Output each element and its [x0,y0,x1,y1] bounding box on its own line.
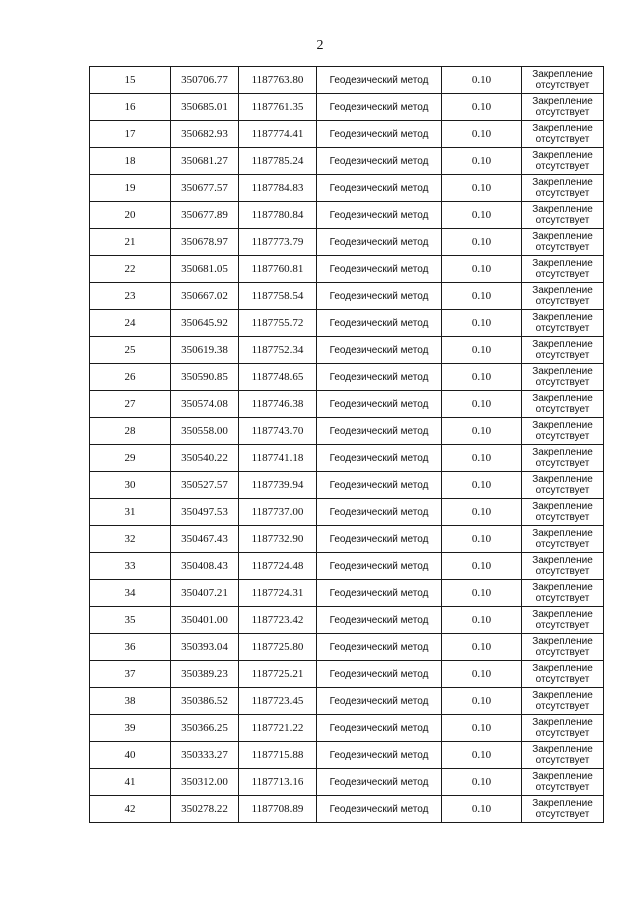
point-number-cell: 29 [90,445,171,472]
mark-line-2: отсутствует [535,593,590,604]
mark-line-1: Закрепление [532,96,593,107]
mark-line-2: отсутствует [535,620,590,631]
mark-line-1: Закрепление [532,555,593,566]
mark-description-cell [522,283,604,310]
method-cell: Геодезический метод [317,526,442,553]
point-number-cell: 28 [90,418,171,445]
mark-description-cell [522,94,604,121]
precision-cell: 0.10 [442,391,522,418]
table-row [90,148,604,175]
mark-line-2: отсутствует [535,215,590,226]
mark-line-2: отсутствует [535,782,590,793]
y-coordinate-cell: 1187715.88 [239,742,317,769]
mark-line-1: Закрепление [532,123,593,134]
mark-line-1: Закрепление [532,231,593,242]
table-row [90,769,604,796]
mark-line-2: отсутствует [535,80,590,91]
y-coordinate-cell: 1187780.84 [239,202,317,229]
point-number-cell: 21 [90,229,171,256]
precision-cell: 0.10 [442,742,522,769]
point-number-cell: 23 [90,283,171,310]
method-cell: Геодезический метод [317,688,442,715]
mark-line-1: Закрепление [532,609,593,620]
mark-line-1: Закрепление [532,258,593,269]
method-cell: Геодезический метод [317,472,442,499]
method-cell: Геодезический метод [317,364,442,391]
table-row [90,742,604,769]
mark-description-cell [522,229,604,256]
method-cell: Геодезический метод [317,715,442,742]
point-number-cell: 26 [90,364,171,391]
x-coordinate-cell: 350574.08 [171,391,239,418]
mark-line-2: отсутствует [535,161,590,172]
method-cell: Геодезический метод [317,607,442,634]
mark-line-1: Закрепление [532,717,593,728]
precision-cell: 0.10 [442,661,522,688]
mark-description-cell [522,472,604,499]
method-cell: Геодезический метод [317,121,442,148]
y-coordinate-cell: 1187763.80 [239,67,317,94]
y-coordinate-cell: 1187737.00 [239,499,317,526]
point-number-cell: 31 [90,499,171,526]
mark-line-1: Закрепление [532,501,593,512]
point-number-cell: 15 [90,67,171,94]
table-row [90,499,604,526]
table-row [90,796,604,823]
precision-cell: 0.10 [442,121,522,148]
mark-line-2: отсутствует [535,755,590,766]
x-coordinate-cell: 350645.92 [171,310,239,337]
mark-line-2: отсутствует [535,377,590,388]
mark-description-cell [522,499,604,526]
mark-description-cell [522,661,604,688]
mark-description-cell [522,337,604,364]
y-coordinate-cell: 1187723.42 [239,607,317,634]
x-coordinate-cell: 350401.00 [171,607,239,634]
method-cell: Геодезический метод [317,796,442,823]
mark-line-1: Закрепление [532,582,593,593]
mark-line-2: отсутствует [535,269,590,280]
x-coordinate-cell: 350386.52 [171,688,239,715]
mark-line-1: Закрепление [532,663,593,674]
table-row [90,256,604,283]
table-row [90,445,604,472]
mark-description-cell [522,121,604,148]
method-cell: Геодезический метод [317,337,442,364]
mark-line-1: Закрепление [532,744,593,755]
x-coordinate-cell: 350677.89 [171,202,239,229]
page-number: 2 [316,38,324,53]
mark-line-2: отсутствует [535,701,590,712]
mark-line-1: Закрепление [532,204,593,215]
x-coordinate-cell: 350558.00 [171,418,239,445]
point-number-cell: 30 [90,472,171,499]
y-coordinate-cell: 1187752.34 [239,337,317,364]
mark-description-cell [522,148,604,175]
mark-line-1: Закрепление [532,474,593,485]
y-coordinate-cell: 1187785.24 [239,148,317,175]
y-coordinate-cell: 1187773.79 [239,229,317,256]
mark-description-cell [522,688,604,715]
mark-description-cell [522,364,604,391]
mark-line-2: отсутствует [535,647,590,658]
table-row [90,202,604,229]
point-number-cell: 33 [90,553,171,580]
mark-description-cell [522,175,604,202]
precision-cell: 0.10 [442,715,522,742]
point-number-cell: 17 [90,121,171,148]
table-row [90,337,604,364]
mark-line-2: отсутствует [535,566,590,577]
precision-cell: 0.10 [442,202,522,229]
y-coordinate-cell: 1187708.89 [239,796,317,823]
y-coordinate-cell: 1187725.80 [239,634,317,661]
precision-cell: 0.10 [442,67,522,94]
y-coordinate-cell: 1187732.90 [239,526,317,553]
mark-line-2: отсутствует [535,431,590,442]
x-coordinate-cell: 350497.53 [171,499,239,526]
x-coordinate-cell: 350681.27 [171,148,239,175]
method-cell: Геодезический метод [317,391,442,418]
x-coordinate-cell: 350590.85 [171,364,239,391]
y-coordinate-cell: 1187739.94 [239,472,317,499]
mark-line-1: Закрепление [532,339,593,350]
method-cell: Геодезический метод [317,418,442,445]
method-cell: Геодезический метод [317,661,442,688]
mark-description-cell [522,607,604,634]
precision-cell: 0.10 [442,607,522,634]
precision-cell: 0.10 [442,229,522,256]
x-coordinate-cell: 350467.43 [171,526,239,553]
method-cell: Геодезический метод [317,283,442,310]
mark-line-1: Закрепление [532,798,593,809]
precision-cell: 0.10 [442,526,522,553]
point-number-cell: 38 [90,688,171,715]
mark-description-cell [522,715,604,742]
point-number-cell: 34 [90,580,171,607]
table-row [90,688,604,715]
point-number-cell: 39 [90,715,171,742]
precision-cell: 0.10 [442,94,522,121]
mark-line-1: Закрепление [532,690,593,701]
mark-line-2: отсутствует [535,350,590,361]
y-coordinate-cell: 1187755.72 [239,310,317,337]
mark-line-2: отсутствует [535,809,590,820]
precision-cell: 0.10 [442,499,522,526]
mark-line-2: отсутствует [535,539,590,550]
precision-cell: 0.10 [442,256,522,283]
mark-description-cell [522,526,604,553]
y-coordinate-cell: 1187741.18 [239,445,317,472]
y-coordinate-cell: 1187724.31 [239,580,317,607]
mark-line-1: Закрепление [532,420,593,431]
precision-cell: 0.10 [442,634,522,661]
table-row [90,67,604,94]
x-coordinate-cell: 350677.57 [171,175,239,202]
mark-description-cell [522,445,604,472]
boundary-points-table [89,66,604,823]
y-coordinate-cell: 1187761.35 [239,94,317,121]
x-coordinate-cell: 350408.43 [171,553,239,580]
x-coordinate-cell: 350678.97 [171,229,239,256]
method-cell: Геодезический метод [317,94,442,121]
table-row [90,283,604,310]
x-coordinate-cell: 350685.01 [171,94,239,121]
method-cell: Геодезический метод [317,769,442,796]
mark-line-2: отсутствует [535,458,590,469]
table-row [90,715,604,742]
method-cell: Геодезический метод [317,634,442,661]
point-number-cell: 22 [90,256,171,283]
y-coordinate-cell: 1187758.54 [239,283,317,310]
y-coordinate-cell: 1187748.65 [239,364,317,391]
point-number-cell: 24 [90,310,171,337]
table-row [90,472,604,499]
point-number-cell: 18 [90,148,171,175]
point-number-cell: 35 [90,607,171,634]
x-coordinate-cell: 350540.22 [171,445,239,472]
mark-description-cell [522,742,604,769]
x-coordinate-cell: 350393.04 [171,634,239,661]
mark-line-1: Закрепление [532,636,593,647]
point-number-cell: 42 [90,796,171,823]
point-number-cell: 16 [90,94,171,121]
mark-line-2: отсутствует [535,728,590,739]
table-row [90,310,604,337]
point-number-cell: 41 [90,769,171,796]
table-body [90,67,604,823]
x-coordinate-cell: 350681.05 [171,256,239,283]
table-row [90,418,604,445]
x-coordinate-cell: 350667.02 [171,283,239,310]
mark-line-2: отсутствует [535,485,590,496]
method-cell: Геодезический метод [317,499,442,526]
mark-description-cell [522,769,604,796]
x-coordinate-cell: 350619.38 [171,337,239,364]
x-coordinate-cell: 350333.27 [171,742,239,769]
point-number-cell: 36 [90,634,171,661]
x-coordinate-cell: 350278.22 [171,796,239,823]
precision-cell: 0.10 [442,283,522,310]
x-coordinate-cell: 350706.77 [171,67,239,94]
x-coordinate-cell: 350527.57 [171,472,239,499]
precision-cell: 0.10 [442,796,522,823]
x-coordinate-cell: 350407.21 [171,580,239,607]
point-number-cell: 19 [90,175,171,202]
mark-line-2: отсутствует [535,404,590,415]
table-row [90,175,604,202]
precision-cell: 0.10 [442,688,522,715]
mark-line-2: отсутствует [535,323,590,334]
precision-cell: 0.10 [442,148,522,175]
y-coordinate-cell: 1187725.21 [239,661,317,688]
precision-cell: 0.10 [442,337,522,364]
table-row [90,94,604,121]
precision-cell: 0.10 [442,769,522,796]
mark-line-1: Закрепление [532,69,593,80]
method-cell: Геодезический метод [317,67,442,94]
mark-line-2: отсутствует [535,242,590,253]
method-cell: Геодезический метод [317,742,442,769]
y-coordinate-cell: 1187784.83 [239,175,317,202]
mark-line-1: Закрепление [532,312,593,323]
point-number-cell: 32 [90,526,171,553]
x-coordinate-cell: 350389.23 [171,661,239,688]
method-cell: Геодезический метод [317,445,442,472]
mark-description-cell [522,202,604,229]
y-coordinate-cell: 1187774.41 [239,121,317,148]
y-coordinate-cell: 1187721.22 [239,715,317,742]
mark-line-1: Закрепление [532,771,593,782]
mark-description-cell [522,580,604,607]
method-cell: Геодезический метод [317,580,442,607]
precision-cell: 0.10 [442,445,522,472]
table-row [90,580,604,607]
point-number-cell: 37 [90,661,171,688]
mark-line-2: отсутствует [535,674,590,685]
mark-description-cell [522,553,604,580]
mark-description-cell [522,418,604,445]
precision-cell: 0.10 [442,364,522,391]
precision-cell: 0.10 [442,310,522,337]
table-row [90,553,604,580]
method-cell: Геодезический метод [317,175,442,202]
precision-cell: 0.10 [442,175,522,202]
x-coordinate-cell: 350312.00 [171,769,239,796]
precision-cell: 0.10 [442,418,522,445]
mark-line-2: отсутствует [535,188,590,199]
table-row [90,634,604,661]
y-coordinate-cell: 1187723.45 [239,688,317,715]
table-row [90,526,604,553]
mark-line-1: Закрепление [532,393,593,404]
mark-line-2: отсутствует [535,107,590,118]
mark-description-cell [522,67,604,94]
mark-line-1: Закрепление [532,177,593,188]
table-row [90,661,604,688]
point-number-cell: 25 [90,337,171,364]
x-coordinate-cell: 350366.25 [171,715,239,742]
table-row [90,229,604,256]
method-cell: Геодезический метод [317,553,442,580]
y-coordinate-cell: 1187743.70 [239,418,317,445]
y-coordinate-cell: 1187724.48 [239,553,317,580]
x-coordinate-cell: 350682.93 [171,121,239,148]
table-row [90,121,604,148]
mark-description-cell [522,391,604,418]
method-cell: Геодезический метод [317,310,442,337]
mark-line-1: Закрепление [532,528,593,539]
mark-description-cell [522,796,604,823]
mark-line-2: отсутствует [535,296,590,307]
method-cell: Геодезический метод [317,148,442,175]
mark-description-cell [522,634,604,661]
mark-line-2: отсутствует [535,134,590,145]
method-cell: Геодезический метод [317,202,442,229]
point-number-cell: 40 [90,742,171,769]
y-coordinate-cell: 1187746.38 [239,391,317,418]
table-row [90,607,604,634]
table-row [90,364,604,391]
point-number-cell: 27 [90,391,171,418]
precision-cell: 0.10 [442,553,522,580]
mark-line-1: Закрепление [532,447,593,458]
method-cell: Геодезический метод [317,229,442,256]
point-number-cell: 20 [90,202,171,229]
mark-line-1: Закрепление [532,285,593,296]
precision-cell: 0.10 [442,472,522,499]
mark-line-1: Закрепление [532,366,593,377]
mark-description-cell [522,256,604,283]
table-row [90,391,604,418]
mark-line-1: Закрепление [532,150,593,161]
mark-description-cell [522,310,604,337]
y-coordinate-cell: 1187713.16 [239,769,317,796]
mark-line-2: отсутствует [535,512,590,523]
precision-cell: 0.10 [442,580,522,607]
y-coordinate-cell: 1187760.81 [239,256,317,283]
method-cell: Геодезический метод [317,256,442,283]
